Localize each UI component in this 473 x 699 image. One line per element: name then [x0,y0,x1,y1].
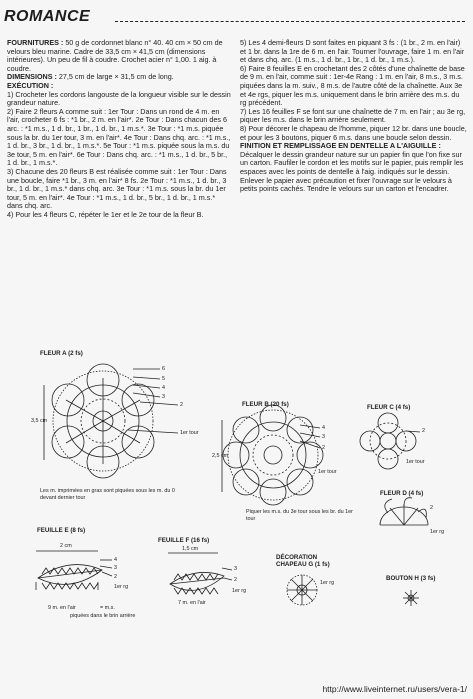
finition-text: Décalquer le dessin grandeur nature sur un papier fin que l'on fixe sur un carton. Faufiler le cordon et les motifs sur le papier, puis remplir les espaces avec les points de dentelle à l'aig. indiqués sur le dessin. Enlever le papier avec précaution et fixer l'ouvrage sur le velours à petits points cachés. Tendre le velours sur un carton et l'encadrer. [240,149,464,194]
dimensions-heading: DIMENSIONS : [7,72,57,82]
fleur-d-first-row: 1er rg [430,529,445,535]
fleur-a-size: 3,5 cm [31,418,48,424]
fleur-c-num-2: 2 [422,428,425,434]
feuille-e-first-row: 1er rg [114,584,129,590]
step-4: 4) Pour les 4 fleurs C, répéter le 1er et le 2e tour de la fleur B. [7,209,204,219]
feuille-e-diagram [36,551,112,590]
fleur-d-label: FLEUR D (4 fs) [380,490,424,497]
step-5: 5) Les 4 demi-fleurs D sont faites en piquant 3 fs : (1 br., 2 m. en l'air) et 1 br. dans la 1re de 6 m. en l'air. Tourner l'ouvrage, faire 1 m. en l'air et dans chq. arc. (1 m.s., 1 d. br., 1 br., 1 d. br., 1 m.s.). [240,38,465,65]
step-8: 8) Pour décorer le chapeau de l'homme, piquer 12 br. dans une boucle, et pour les 3 boutons, piquer 6 m.s. dans une boucle selon dessin. [240,123,467,142]
step-7: 7) Les 16 feuilles F se font sur une chaînette de 7 m. en l'air ; au 3e rg, piquer les m.s. dans le brin arrière seulement. [240,106,466,125]
bouton-h-diagram [403,590,419,606]
feuille-f-first-row: 1er rg [232,588,247,594]
finition-heading: FINITION ET REMPLISSAGE EN DENTELLE A L'AIGUILLE : [240,141,441,151]
fleur-b-num-2: 2 [322,445,325,451]
fleur-a-note: Les m. imprimées en gras sont piquées sous les m. du 0 devant dernier tour [40,488,175,501]
feuille-e-num-2: 2 [114,574,117,580]
step-1: 1) Crocheter les cordons langouste de la longueur visible sur le dessin grandeur nature. [7,89,231,108]
feuille-e-num-4: 4 [114,557,117,563]
fleur-a-num-3: 3 [162,394,165,400]
feuille-e-back-loop-note: piquées dans le brin arrière [70,613,136,619]
step-6: 6) Faire 8 feuilles E en crochetant des 2 côtés d'une chaînette de base de 9 m. en l'air, comme suit : 1er-4e Rang : 1 m. en l'air, 8 m.s., 3 m.s. piquées dans la m. suiv., 8 m.s. de l'autre côté de la chaînette. Aux 3e et 4e rgs, piquer les m.s. uniquement dans le brin arrière des m.s. du rg précédent. [240,63,465,108]
chapeau-g-label: DÉCORATION CHAPEAU G (1 fs) [276,554,330,568]
fleur-b-note: Piquer les m.s. du 3e tour sous les br. du 1er tour [246,509,353,522]
step-2: 2) Faire 2 fleurs A comme suit : 1er Tour : Dans un rond de 4 m. en l'air, crocheter 6 fs : *1 br., 2 m. en l'air*. 2e Tour : Dans chacun des 6 arc. : *1 m.s., 1 d. br., 1 br., 1 d. br., 1 m.s.*. 3e Tour : *1 m.s. piquée sous la br. du 1er tour, 3 m. en l'air*. 4e Tour : Dans chq. arc. : *1 m.s., 1 d. br., 3 br., 1 d. br., 1 m.s.*. 5e Tour : *1 m.s. piquée sous la m.s. du 3e tour, 5 m. en l'air*. 6e Tour : Dans chq. arc. : *1 m.s., 1 d. br., 5 br., 1 d. br., 1 m.s.*. [7,106,231,168]
fleur-a-num-5: 5 [162,376,165,382]
fleur-a-label: FLEUR A (2 fs) [40,350,83,357]
footer-url: http://www.liveinternet.ru/users/vera-1/ [322,684,467,694]
feuille-e-stitch-note: = m.s. [100,605,115,611]
fleur-a-num-6: 6 [162,366,165,372]
fournitures-text: 50 g de cordonnet blanc n° 40. 40 cm × 50 cm de velours bleu marine. Cadre de 33,5 cm × 41,5 cm (dimensions intérieures). Un peu de fil à coudre. Crochet acier n° 1,00. 1 aig. à coudre. [7,38,223,73]
execution-heading: EXÉCUTION : [7,80,54,90]
feuille-f-num-3: 3 [234,566,237,572]
fleur-a-first-tour: 1er tour [180,430,199,436]
feuille-f-size: 1,5 cm [182,546,199,552]
fleur-d-diagram [380,498,428,525]
fleur-c-label: FLEUR C (4 fs) [367,404,411,411]
fleur-d-num-2: 2 [430,505,433,511]
fleur-a-num-4: 4 [162,385,165,391]
step-3: 3) Chacune des 20 fleurs B est réalisée comme suit : 1er Tour : Dans une boucle, faire *1 br., 3 m. en l'air* 8 fs. 2e Tour : *1 m.s., 1 d. br., 3 br., 1 d. br., 1 m.s.* dans chq. arc. 3e Tour : *1 m.s. sous la br. du 1er tour, 5 m. en l'air*. 4e Tour : *1 m.s., 1 d. br., 5 br., 1 d. br., 1 m.s.* dans chq. arc. [7,166,227,211]
fleur-c-first-tour: 1er tour [406,459,425,465]
fleur-a-diagram [44,364,178,478]
feuille-f-label: FEUILLE F (16 fs) [158,537,210,544]
dimensions-text: 27,5 cm de large × 31,5 cm de long. [58,72,174,82]
fournitures-heading: FOURNITURES : [7,38,64,47]
fleur-b-first-tour: 1er tour [318,469,337,475]
feuille-f-chain-note: 7 m. en l'air [178,600,206,606]
fleur-a-num-2: 2 [180,402,183,408]
fleur-b-size: 2,5 cm [212,453,229,459]
feuille-e-label: FEUILLE E (8 fs) [37,527,86,534]
fleur-b-num-4: 4 [322,425,325,431]
feuille-f-diagram [168,553,232,594]
feuille-e-chain-note: 9 m. en l'air [48,605,76,611]
fleur-b-diagram [222,405,323,505]
feuille-e-num-3: 3 [114,565,117,571]
feuille-f-num-2: 2 [234,577,237,583]
chapeau-g-diagram [287,575,317,605]
bouton-h-label: BOUTON H (3 fs) [386,575,436,582]
fleur-b-label: FLEUR B (20 fs) [242,401,289,408]
page-title: ROMANCE [4,8,91,25]
feuille-e-size: 2 cm [60,543,72,549]
fleur-b-num-3: 3 [322,434,325,440]
chapeau-g-first-row: 1er rg [320,580,335,586]
